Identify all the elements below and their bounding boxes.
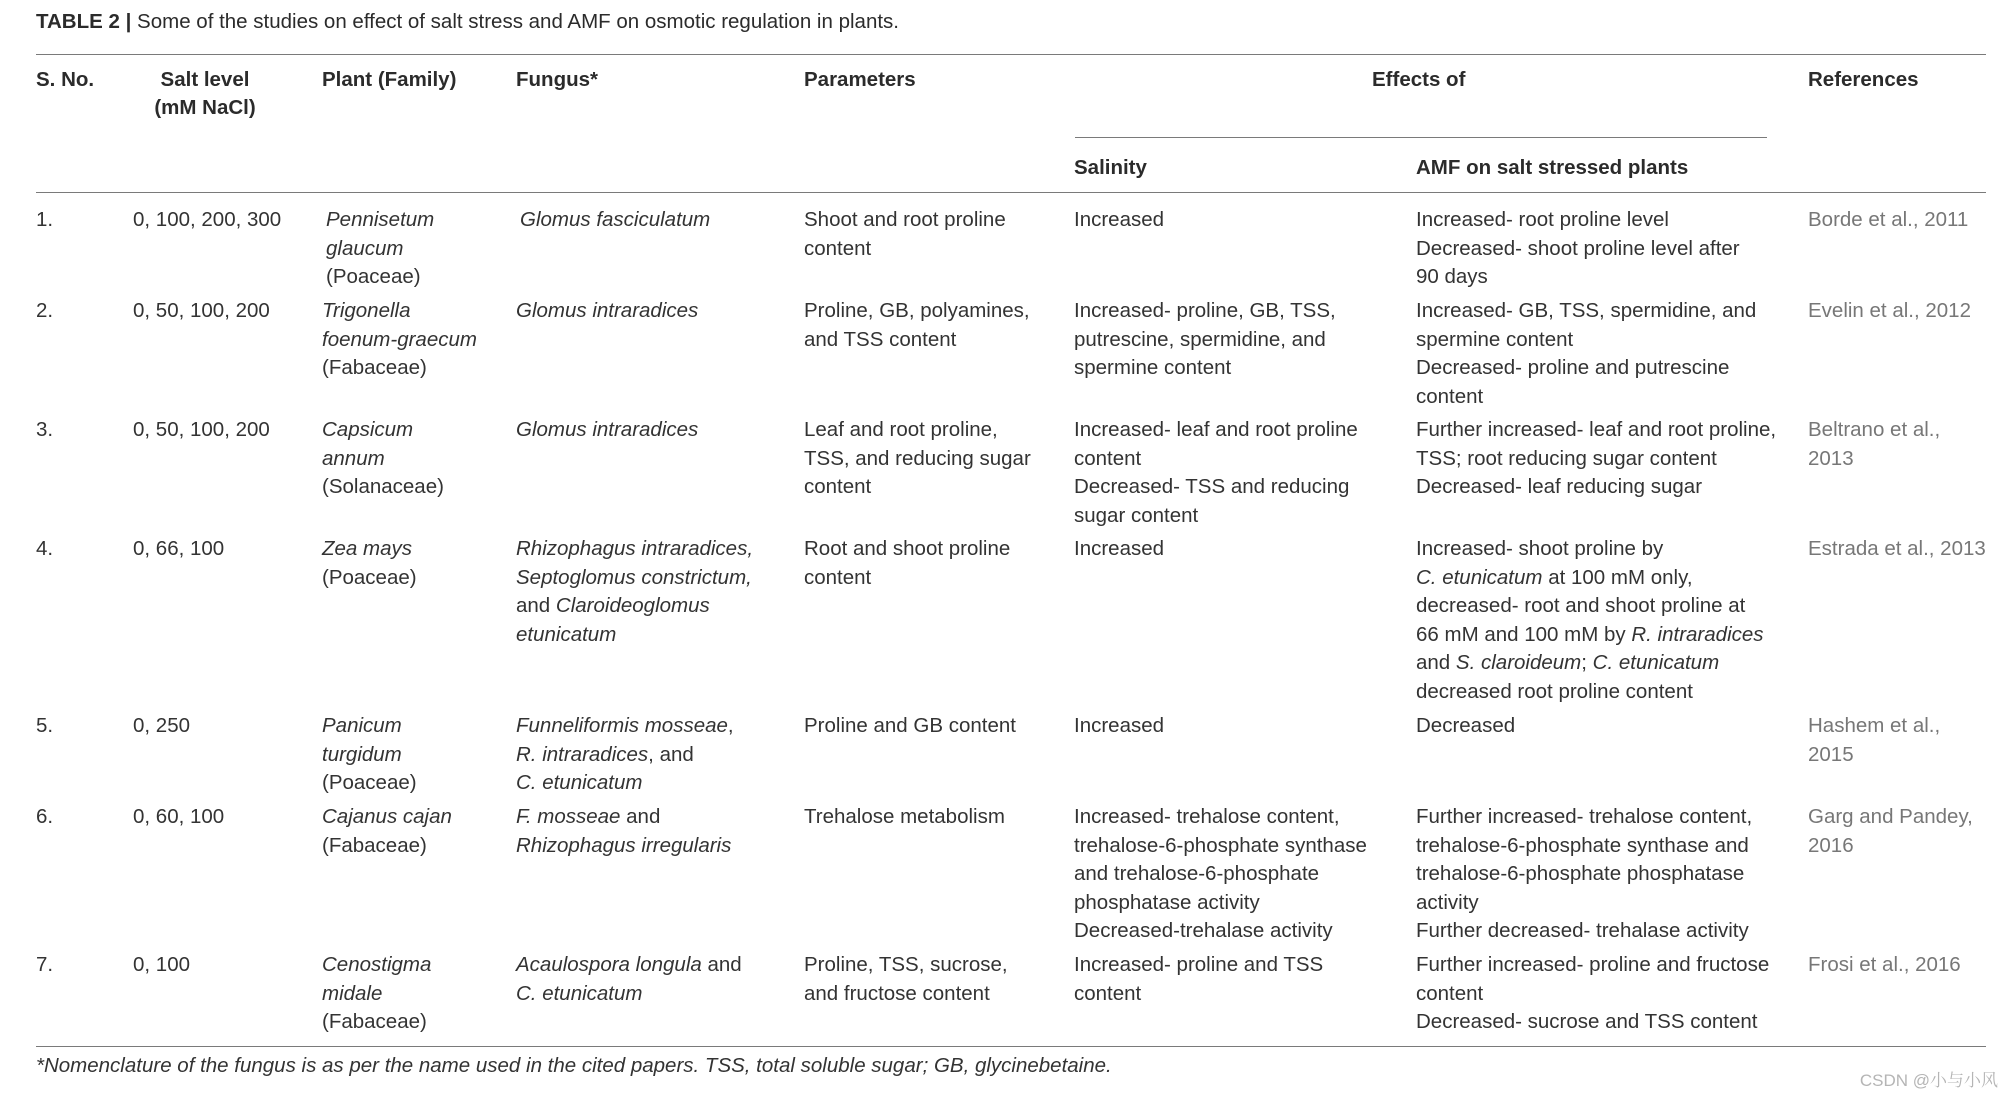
cell-plant: Trigonella foenum-graecum (Fabaceae) (322, 299, 477, 379)
cell-sno: 7. (36, 953, 54, 976)
cell-amf-effect: Further increased- proline and fructose content Decreased- sucrose and TSS content (1416, 953, 1770, 1033)
header-salinity: Salinity (1074, 156, 1147, 179)
table-title: Some of the studies on effect of salt stress and AMF on osmotic regulation in plants. (131, 10, 899, 33)
cell-amf-effect: Increased- GB, TSS, spermidine, and spermine content Decreased- proline and putrescine content (1416, 299, 1757, 408)
cell-plant: Capsicum annum (Solanaceae) (322, 418, 444, 498)
cell-plant: Cenostigma midale (Fabaceae) (322, 953, 432, 1033)
cell-salinity: Increased (1074, 208, 1165, 231)
cell-salt-level: 0, 60, 100 (133, 805, 225, 828)
cell-sno: 3. (36, 418, 54, 441)
watermark: CSDN @小与小风 (1859, 1071, 1998, 1090)
cell-fungus: Funneliformis mosseae, R. intraradices, and C. etunicatum (516, 714, 734, 794)
cell-reference: Beltrano et al., 2013 (1808, 418, 1941, 470)
cell-fungus: Glomus intraradices (516, 418, 699, 441)
cell-reference: Garg and Pandey, 2016 (1808, 805, 1973, 857)
header-bottom-rule (36, 192, 1986, 193)
cell-amf-effect: Further increased- leaf and root proline, TSS; root reducing sugar content Decreased- leaf reducing sugar (1416, 418, 1777, 498)
header-salt-line2: (mM NaCl) (154, 96, 256, 119)
cell-salinity: Increased- trehalose content, trehalose-6-phosphate synthase and trehalose-6-phosphate phosphatase activity Decreased-trehalase activity (1074, 805, 1367, 942)
cell-salt-level: 0, 50, 100, 200 (133, 299, 270, 322)
cell-parameters: Shoot and root proline content (804, 208, 1006, 260)
header-plant: Plant (Family) (322, 68, 457, 91)
header-parameters: Parameters (804, 68, 916, 91)
table-footnote: *Nomenclature of the fungus is as per the name used in the cited papers. TSS, total soluble sugar; GB, glycinebetaine. (36, 1054, 1112, 1077)
cell-sno: 2. (36, 299, 54, 322)
cell-salt-level: 0, 66, 100 (133, 537, 225, 560)
cell-reference: Estrada et al., 2013 (1808, 537, 1986, 560)
cell-salinity: Increased (1074, 537, 1165, 560)
cell-sno: 6. (36, 805, 54, 828)
cell-salt-level: 0, 50, 100, 200 (133, 418, 270, 441)
cell-parameters: Proline, TSS, sucrose, and fructose content (804, 953, 1008, 1005)
table-bottom-rule (36, 1046, 1986, 1047)
cell-fungus: Glomus intraradices (516, 299, 699, 322)
header-sno: S. No. (36, 68, 95, 91)
header-effects-of: Effects of (1372, 68, 1466, 91)
cell-reference: Frosi et al., 2016 (1808, 953, 1961, 976)
header-amf: AMF on salt stressed plants (1416, 156, 1689, 179)
header-salt-line1: Salt level (160, 68, 250, 91)
cell-salinity: Increased- proline and TSS content (1074, 953, 1324, 1005)
cell-fungus: Acaulospora longula and C. etunicatum (516, 953, 742, 1005)
cell-salt-level: 0, 100, 200, 300 (133, 208, 282, 231)
cell-parameters: Leaf and root proline, TSS, and reducing sugar content (804, 418, 1031, 498)
cell-plant: Pennisetum glaucum (Poaceae) (326, 208, 435, 288)
cell-parameters: Proline, GB, polyamines, and TSS content (804, 299, 1030, 351)
cell-plant: Cajanus cajan (Fabaceae) (322, 805, 452, 857)
cell-reference: Evelin et al., 2012 (1808, 299, 1971, 322)
cell-parameters: Proline and GB content (804, 714, 1016, 737)
cell-salt-level: 0, 100 (133, 953, 190, 976)
cell-salinity: Increased- proline, GB, TSS, putrescine, spermidine, and spermine content (1074, 299, 1336, 379)
cell-parameters: Trehalose metabolism (804, 805, 1005, 828)
cell-sno: 1. (36, 208, 54, 231)
header-salt-level (140, 66, 270, 122)
cell-salinity: Increased (1074, 714, 1165, 737)
cell-fungus: F. mosseae and Rhizophagus irregularis (516, 805, 732, 857)
table-caption (36, 10, 899, 34)
effects-subrule (1075, 137, 1767, 138)
header-fungus: Fungus* (516, 68, 598, 91)
cell-fungus: Rhizophagus intraradices, Septoglomus constrictum, and Claroideoglomus etunicatum (516, 537, 754, 646)
header-references: References (1808, 68, 1919, 91)
cell-reference: Hashem et al., 2015 (1808, 714, 1941, 766)
cell-amf-effect: Further increased- trehalose content, trehalose-6-phosphate synthase and trehalose-6-phosphate phosphatase activity Further decreased- trehalase activity (1416, 805, 1753, 942)
table-label: TABLE 2 | (36, 10, 132, 33)
cell-plant: Panicum turgidum (Poaceae) (322, 714, 417, 794)
cell-salinity: Increased- leaf and root proline content Decreased- TSS and reducing sugar content (1074, 418, 1358, 527)
cell-amf-effect: Increased- root proline level Decreased- shoot proline level after 90 days (1416, 208, 1740, 288)
cell-sno: 4. (36, 537, 54, 560)
cell-parameters: Root and shoot proline content (804, 537, 1011, 589)
cell-sno: 5. (36, 714, 54, 737)
cell-amf-effect: Decreased (1416, 714, 1516, 737)
cell-amf-effect: Increased- shoot proline by C. etunicatum at 100 mM only, decreased- root and shoot proline at 66 mM and 100 mM by R. intraradices and S. claroideum; C. etunicatum decreased root proline content (1416, 537, 1764, 703)
top-rule (36, 54, 1986, 55)
cell-reference: Borde et al., 2011 (1808, 208, 1969, 231)
cell-salt-level: 0, 250 (133, 714, 190, 737)
cell-plant: Zea mays (Poaceae) (322, 537, 417, 589)
cell-fungus: Glomus fasciculatum (520, 208, 711, 231)
